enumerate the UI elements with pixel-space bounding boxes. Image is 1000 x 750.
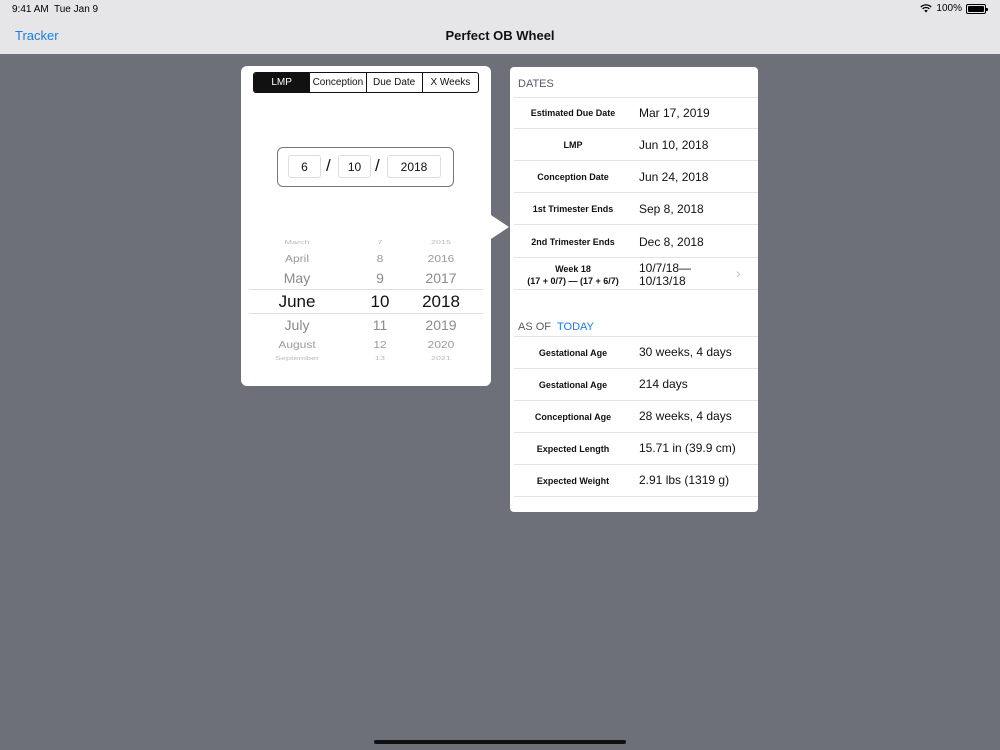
page-title: Perfect OB Wheel — [445, 28, 555, 43]
row-label: 1st Trimester Ends — [532, 204, 614, 214]
navigation-bar — [0, 0, 1000, 54]
picker-month: May — [283, 270, 311, 286]
row-label: Conceptional Age — [534, 412, 612, 422]
row-label: Gestational Age — [538, 380, 608, 390]
date-separator: / — [326, 156, 331, 175]
week-value: 10/7/18— — [639, 261, 692, 275]
date-field-group — [277, 147, 454, 187]
date-input-popover — [241, 66, 491, 386]
picker-year: 2015 — [430, 239, 452, 246]
week-label: Week 18 — [555, 264, 591, 274]
picker-month: March — [284, 239, 310, 246]
day-field[interactable]: 10 — [338, 155, 371, 178]
picker-year: 2021 — [430, 355, 452, 362]
picker-row[interactable] — [249, 253, 483, 270]
picker-year: 2017 — [425, 270, 457, 286]
row-value: 30 weeks, 4 days — [639, 345, 732, 359]
row-value: Jun 10, 2018 — [639, 138, 709, 152]
row-value: Mar 17, 2019 — [639, 106, 710, 120]
back-button[interactable]: Tracker — [15, 28, 59, 43]
year-field[interactable]: 2018 — [387, 155, 441, 178]
results-panel — [510, 67, 758, 512]
asof-section-header — [518, 321, 594, 333]
row-label: Expected Weight — [536, 476, 610, 486]
week-value: 10/13/18 — [639, 274, 686, 288]
picker-day: 11 — [372, 317, 388, 333]
row-value: Dec 8, 2018 — [639, 235, 704, 249]
picker-day: 9 — [376, 270, 384, 286]
row-value: 15.71 in (39.9 cm) — [639, 441, 736, 455]
segment-conception[interactable]: Conception — [309, 73, 365, 92]
picker-year: 2019 — [425, 317, 457, 333]
picker-row[interactable] — [249, 270, 483, 290]
picker-month: September — [274, 355, 320, 362]
chevron-right-icon: › — [736, 265, 741, 281]
date-separator: / — [375, 156, 380, 175]
picker-year: 2016 — [427, 252, 455, 265]
wifi-icon — [920, 4, 932, 13]
row-label: Gestational Age — [538, 348, 608, 358]
segment-x-weeks[interactable]: X Weeks — [422, 73, 478, 92]
row-value: 214 days — [639, 377, 688, 391]
dates-header-label: DATES — [518, 78, 554, 90]
battery-percent: 100% — [936, 3, 962, 14]
row-label: Estimated Due Date — [530, 108, 616, 118]
picker-month: August — [278, 338, 316, 351]
popover-arrow — [491, 215, 509, 239]
picker-row[interactable] — [249, 339, 483, 356]
row-label: Conception Date — [537, 172, 609, 182]
mode-segmented-control — [253, 72, 479, 93]
picker-month: July — [284, 317, 310, 333]
picker-day: 10 — [370, 292, 390, 311]
row-value: 28 weeks, 4 days — [639, 409, 732, 423]
row-label: 2nd Trimester Ends — [531, 237, 615, 247]
row-value: Jun 24, 2018 — [639, 170, 709, 184]
picker-row[interactable] — [249, 239, 483, 246]
month-field[interactable]: 6 — [288, 155, 321, 178]
picker-year: 2018 — [422, 292, 460, 311]
row-value: 2.91 lbs (1319 g) — [639, 473, 730, 487]
segment-due-date[interactable]: Due Date — [366, 73, 422, 92]
picker-day: 12 — [373, 338, 387, 351]
picker-month: June — [278, 292, 316, 311]
picker-day: 13 — [374, 355, 385, 362]
today-link[interactable]: TODAY — [557, 321, 594, 333]
date-picker-wheel[interactable] — [249, 232, 483, 366]
picker-row[interactable] — [249, 317, 483, 337]
status-date: Tue Jan 9 — [54, 4, 99, 15]
status-time: 9:41 AM — [12, 4, 49, 15]
row-label: LMP — [563, 140, 583, 150]
asof-header-label: AS OF — [518, 321, 552, 333]
week-range-label: (17 + 0/7) — (17 + 6/7) — [527, 276, 619, 286]
picker-row-selected[interactable] — [249, 292, 483, 312]
home-indicator[interactable] — [374, 740, 626, 744]
row-value: Sep 8, 2018 — [639, 202, 704, 216]
row-label: Expected Length — [536, 444, 610, 454]
picker-row[interactable] — [249, 355, 483, 362]
picker-day: 8 — [376, 252, 384, 265]
battery-icon — [966, 4, 986, 14]
picker-month: April — [284, 252, 309, 265]
picker-year: 2020 — [427, 338, 455, 351]
status-indicators — [920, 3, 986, 14]
segment-lmp[interactable]: LMP — [254, 73, 309, 92]
dates-section-header — [518, 78, 554, 90]
picker-day: 7 — [377, 239, 383, 246]
